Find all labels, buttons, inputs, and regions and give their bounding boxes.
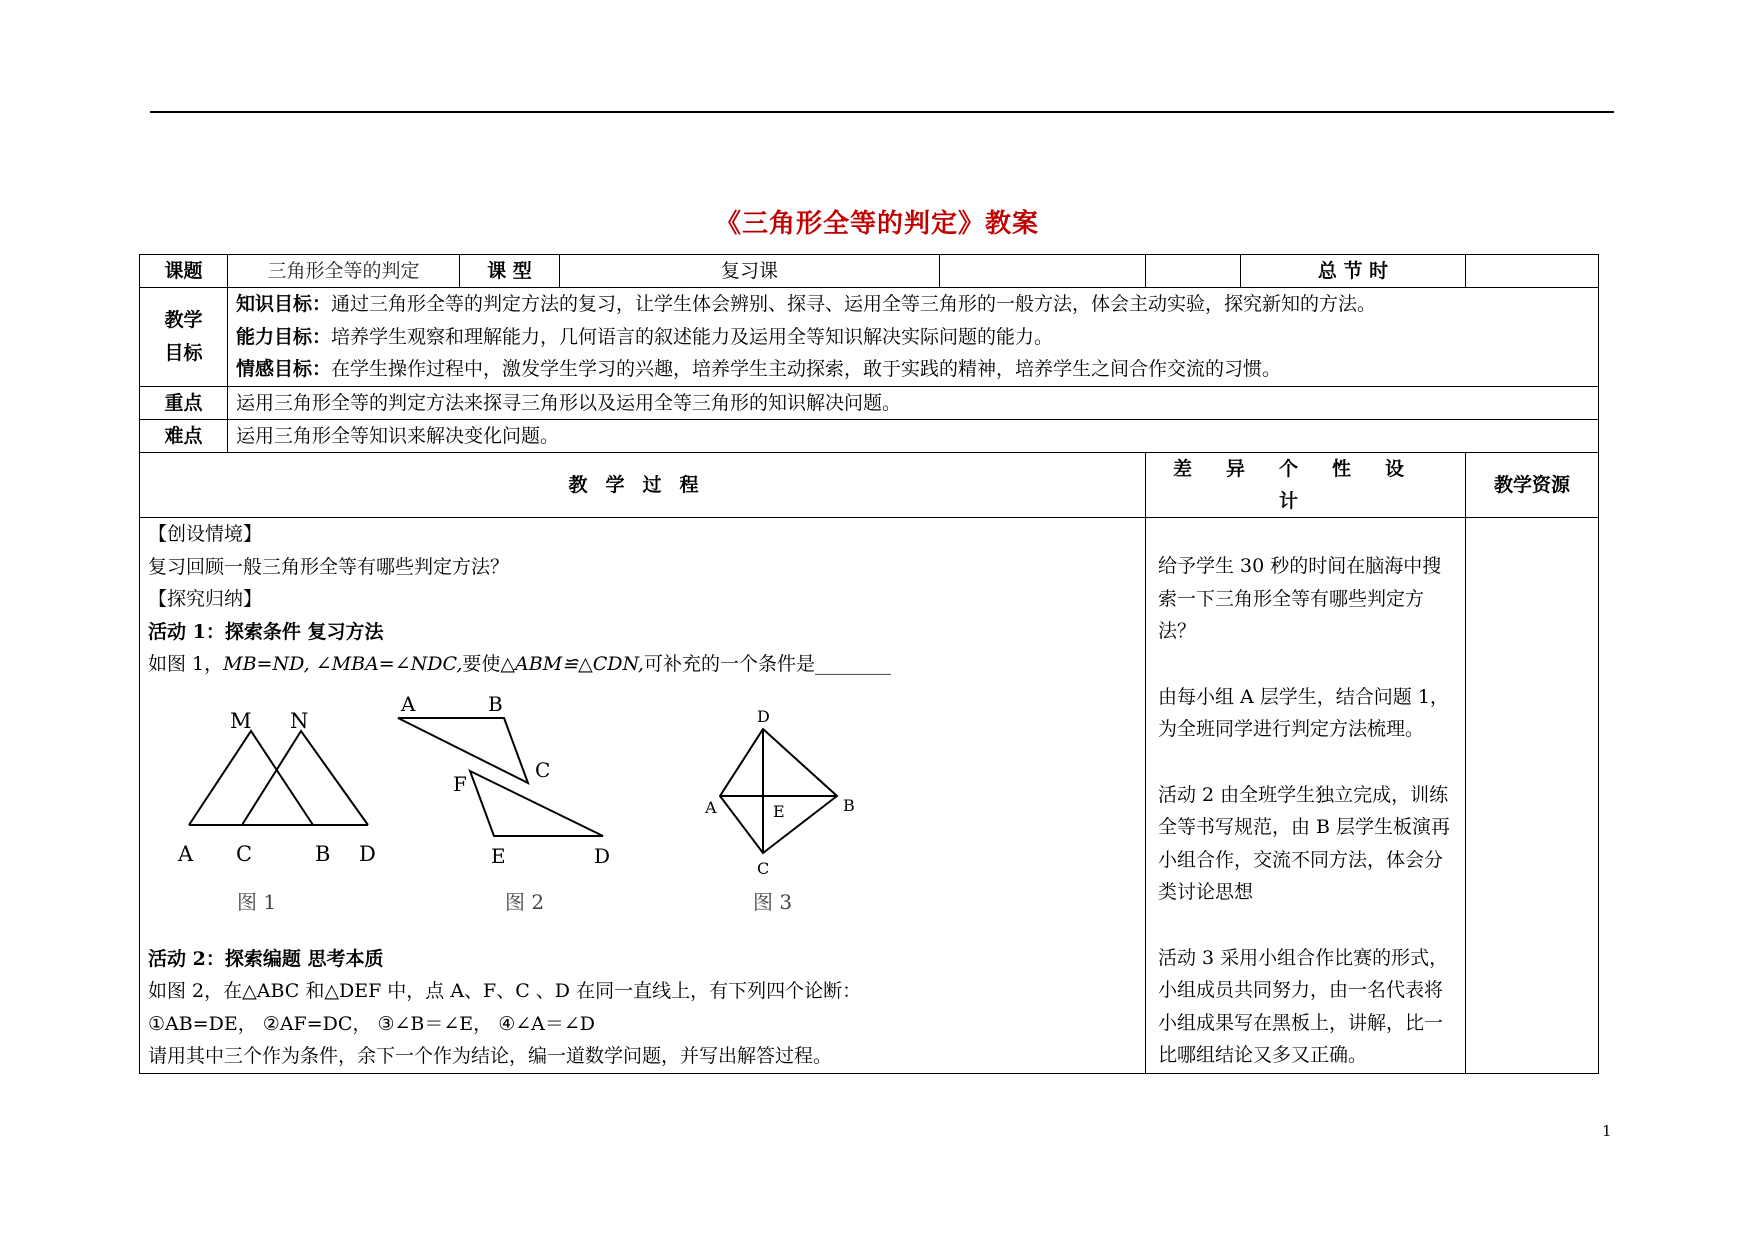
question: 复习回顾一般三角形全等有哪些判定方法？ bbox=[148, 555, 510, 578]
figures-row bbox=[148, 681, 1137, 943]
fig1-label-m: M bbox=[230, 708, 252, 733]
diff-paragraph: 活动 2 由全班学生独立完成，训练全等书写规范，由 B 层学生板演再小组合作，交流不同方法，体会分类讨论思想 bbox=[1158, 783, 1451, 903]
fig2-label-c: C bbox=[535, 757, 551, 782]
goal-item: 情感目标：在学生操作过程中，激发学生学习的兴趣，培养学生主动探索，敢于实践的精神，培养学生之间合作交流的习惯。 bbox=[236, 358, 1282, 381]
figure-3 bbox=[704, 707, 855, 914]
difficulty-text: 运用三角形全等知识来解决变化问题。 bbox=[228, 420, 1599, 453]
activity2-title: 活动 2：探索编题 思考本质 bbox=[148, 947, 384, 970]
topic-value: 三角形全等的判定 bbox=[228, 255, 460, 288]
lesson-plan-table bbox=[139, 254, 1599, 1074]
empty-cell bbox=[1146, 255, 1241, 288]
key-point-label: 重点 bbox=[140, 387, 228, 420]
difficulty-label: 难点 bbox=[140, 420, 228, 453]
fig1-label-c: C bbox=[236, 841, 253, 866]
figure-2 bbox=[398, 692, 610, 914]
fig3-quadrilateral bbox=[720, 729, 837, 853]
fig2-label-f: F bbox=[453, 771, 467, 796]
resources-content bbox=[1466, 518, 1599, 1074]
activity2-line: 请用其中三个作为条件，余下一个作为结论，编一道数学问题，并写出解答过程。 bbox=[148, 1045, 833, 1067]
diff-design-content bbox=[1146, 518, 1466, 1074]
figure-1 bbox=[177, 709, 376, 914]
document-title: 《三角形全等的判定》教案 bbox=[714, 209, 1039, 239]
diff-paragraph: 由每小组 A 层学生，结合问题 1，为全班同学进行判定方法梳理。 bbox=[1158, 685, 1449, 740]
fig1-label-d: D bbox=[359, 841, 376, 866]
fig1-label-a: A bbox=[178, 841, 194, 866]
fig2-caption: 图 2 bbox=[505, 889, 545, 914]
process-header: 教学过程 bbox=[140, 453, 1146, 518]
key-point-text: 运用三角形全等的判定方法来探寻三角形以及运用全等三角形的知识解决问题。 bbox=[228, 387, 1599, 420]
type-label: 课 型 bbox=[460, 255, 560, 288]
process-content bbox=[140, 518, 1146, 1074]
section-heading: 【创设情境】 bbox=[148, 523, 263, 545]
activity1-text: 如图 1，MB=ND, ∠MBA=∠NDC,要使△ABM≌△CDN,可补充的一个条件是________ bbox=[148, 653, 891, 675]
fig2-label-e: E bbox=[491, 843, 506, 868]
goal-item: 能力目标：培养学生观察和理解能力，几何语言的叙述能力及运用全等知识解决实际问题的能力。 bbox=[236, 325, 1054, 348]
fig3-label-a: A bbox=[705, 797, 717, 817]
figures-svg bbox=[148, 681, 928, 943]
fig1-label-b: B bbox=[315, 841, 331, 866]
resources-header: 教学资源 bbox=[1466, 453, 1599, 518]
fig3-caption: 图 3 bbox=[753, 889, 793, 914]
section-heading: 【探究归纳】 bbox=[148, 588, 263, 610]
topic-label: 课题 bbox=[140, 255, 228, 288]
diff-paragraph: 活动 3 采用小组合作比赛的形式，小组成员共同努力，由一名代表将小组成果写在黑板上，讲解，比一比哪组结论又多又正确。 bbox=[1158, 946, 1449, 1066]
fig3-label-b: B bbox=[843, 795, 855, 815]
goal-item: 知识目标：通过三角形全等的判定方法的复习，让学生体会辨别、探寻、运用全等三角形的一般方法，体会主动实验，探究新知的方法。 bbox=[236, 293, 1377, 316]
fig2-label-d: D bbox=[594, 843, 611, 868]
fig3-label-d: D bbox=[757, 706, 770, 726]
sections-label: 总 节 时 bbox=[1241, 255, 1466, 288]
activity2-line: ①AB=DE， ②AF=DC， ③∠B＝∠E， ④∠A＝∠D bbox=[148, 1012, 596, 1035]
sections-value bbox=[1466, 255, 1599, 288]
diff-paragraph: 给予学生 30 秒的时间在脑海中搜索一下三角形全等有哪些判定方法？ bbox=[1158, 555, 1442, 642]
type-value: 复习课 bbox=[560, 255, 940, 288]
fig1-label-n: N bbox=[290, 708, 309, 733]
fig2-label-a: A bbox=[401, 691, 416, 716]
fig2-label-b: B bbox=[488, 691, 503, 716]
activity2-line: 如图 2，在△ABC 和△DEF 中，点 A、F、C 、D 在同一直线上，有下列四个论断： bbox=[148, 980, 862, 1002]
fig3-label-e: E bbox=[773, 801, 785, 821]
page-number: 1 bbox=[1602, 1122, 1612, 1140]
empty-cell bbox=[940, 255, 1146, 288]
activity1-title: 活动 1：探索条件 复习方法 bbox=[148, 620, 384, 643]
header-rule bbox=[150, 111, 1614, 113]
goals-label: 教学 目标 bbox=[140, 288, 228, 387]
fig3-label-c: C bbox=[757, 858, 770, 878]
diff-design-header: 差异个性设计 bbox=[1146, 453, 1466, 518]
fig1-caption: 图 1 bbox=[237, 889, 277, 914]
goals-content bbox=[228, 288, 1599, 387]
